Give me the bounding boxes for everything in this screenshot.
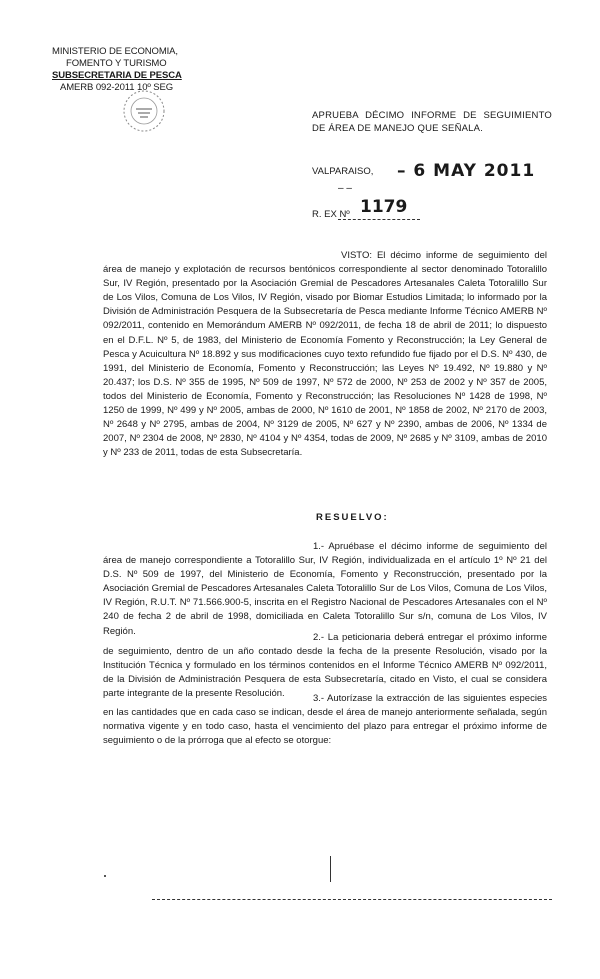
rex-number: 1179 xyxy=(360,197,408,217)
resuelvo-heading: RESUELVO: xyxy=(316,512,389,523)
visto-paragraph: VISTO: El décimo informe de seguimiento del área de manejo y explotación de recursos bentónicos correspondiente al sector denominado Totoralillo Sur, IV Región, presentado por la Asociación Gremial de Pescadores Artesanales Caleta Totoralillo Sur de Los Vilos, Comuna de Los Vilos, IV Región, visado por Biomar Estudios Limitada; lo informado por la División de Administración Pesquera de la Subsecretaría de Pesca mediante Informe Técnico AMERB Nº 092/2011, contenido en Memorándum AMERB Nº 092/2011, de fecha 18 de abril de 2011; lo dispuesto en el D.F.L. Nº 5, de 1983, del Ministerio de Economía Fomento y Reconstrucción; la Ley General de Pesca y Acuicultura Nº 18.892 y sus modificaciones cuyo texto refundido fue fijado por el D.S. Nº 430, de 1991, del Ministerio de Economía, Fomento y Reconstrucción; las Leyes Nº 19.492, Nº 19.880 y Nº 20.437; los D.S. Nº 355 de 1995, Nº 509 de 1997, Nº 572 de 2000, Nº 253 de 2002 y Nº 357 de 2005, todos del Ministerio de Economía, Fomento y Reconstrucción; las Resoluciones Nº 1428 de 1998, Nº 1250 de 1999, Nº 499 y Nº 2005, ambas de 2000, Nº 1610 de 2001, Nº 1858 de 2002, Nº 2170 de 2003, Nº 2648 y Nº 2795, ambas de 2004, Nº 3129 de 2005, Nº 627 y Nº 2390, ambas de 2006, Nº 1334 de 2007, Nº 2304 de 2008, Nº 2830, Nº 4104 y Nº 4354, todas de 2009, Nº 2685 y Nº 3109, ambas de 2010 y Nº 233 de 2011, todas de esta Subsecretaría. xyxy=(103,250,547,459)
header-subsecretaria: SUBSECRETARIA DE PESCA xyxy=(52,70,182,81)
header-ministry: MINISTERIO DE ECONOMIA, xyxy=(52,46,178,57)
header-fomento: FOMENTO Y TURISMO xyxy=(66,58,167,69)
header-reference: AMERB 092-2011 10º SEG xyxy=(60,82,174,93)
article-1-paragraph: 1.- Apruébase el décimo informe de seguimiento del área de manejo correspondiente a Totoralillo Sur, IV Región, individualizada en el artículo 1º Nº 21 del D.S. Nº 509 de 1997, del Ministerio de Economía, Fomento y Reconstrucción, presentado por la Asociación Gremial de Pescadores Artesanales Caleta Totoralillo Sur de Los Vilos, Comuna de Los Vilos, IV Región, R.U.T. Nº 71.566.900-5, inscrita en el Registro Nacional de Pescadores Artesanales con el Nº 240 de fecha 2 de abril de 1998, domiciliada en Caleta Totoralillo Sur s/n, comuna de Los Vilos, IV Región. xyxy=(103,541,547,637)
resolution-subject: APRUEBA DÉCIMO INFORME DE SEGUIMIENTO DE ÁREA DE MANEJO QUE SEÑALA. xyxy=(312,110,552,134)
official-stamp xyxy=(118,85,170,137)
date-stamp: – 6 MAY 2011 xyxy=(397,161,536,181)
article-2-paragraph: 2.- La peticionaria deberá entregar el próximo informe de seguimiento, dentro de un año contado desde la fecha de la presente Resolución, visado por la Institución Técnica y formulado en los términos contenidos en el Informe Técnico AMERB Nº 092/2011, de la División de Administración Pesquera de esta Subsecretaría, citado en Visto, el cual se considera parte integrante de la presente Resolución. xyxy=(103,632,547,700)
rex-underline xyxy=(338,219,420,220)
place-label: VALPARAISO, xyxy=(312,166,374,177)
dashed-separator xyxy=(152,899,552,900)
article-3-paragraph: 3.- Autorízase la extracción de las siguientes especies en las cantidades que en cada caso se indican, desde el área de manejo anteriormente señalada, según normativa vigente y en todo caso, hasta el vencimiento del plazo para entregar el próximo informe de seguimiento o de la prórroga que al efecto se otorgue: xyxy=(103,693,547,747)
vertical-rule xyxy=(330,856,331,882)
rex-label: R. EX Nº xyxy=(312,209,350,220)
date-dashes: – – xyxy=(338,183,352,194)
margin-mark xyxy=(104,875,106,877)
